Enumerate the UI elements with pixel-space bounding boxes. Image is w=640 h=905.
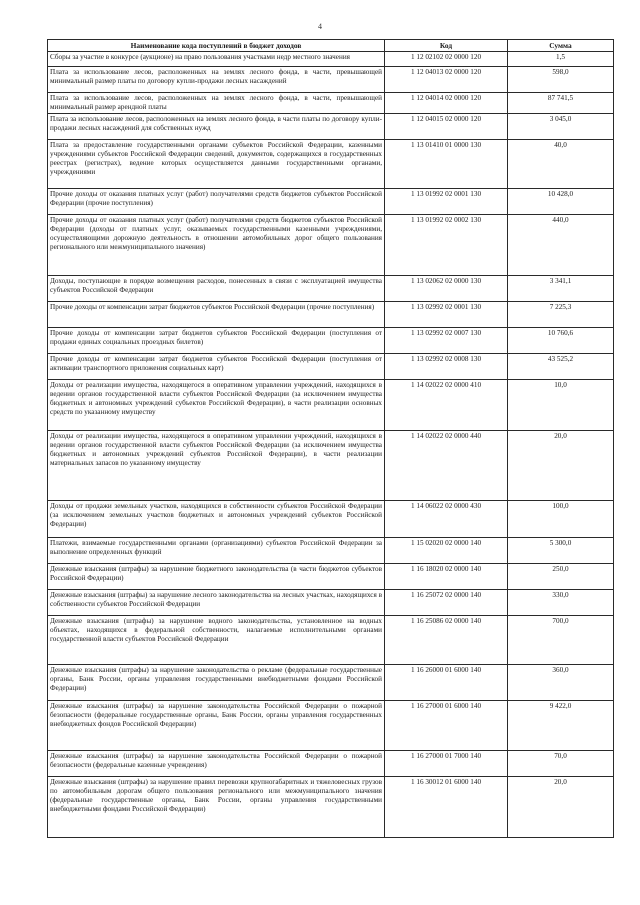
row-code-cell: 1 13 01992 02 0002 130	[385, 215, 508, 276]
table-row	[48, 140, 614, 189]
row-amount-cell: 10 760,6	[508, 328, 614, 354]
row-amount-cell: 10 428,0	[508, 189, 614, 215]
table-row	[48, 52, 614, 67]
table-row	[48, 67, 614, 93]
row-code-cell: 1 16 25086 02 0000 140	[385, 616, 508, 665]
row-amount-cell: 440,0	[508, 215, 614, 276]
table-row	[48, 302, 614, 328]
table-row	[48, 777, 614, 838]
row-code-cell: 1 14 06022 02 0000 430	[385, 501, 508, 538]
row-name-cell: Плата за предоставление государственными органами субъектов Российской Федерации, казенными учреждениями субъектов Российской Федерации сведений, документов, содержащихся в государственных реестрах (регистрах), ведение которых осуществляется данными государственными органами, учреждениями	[48, 140, 385, 189]
row-name-cell: Доходы от продажи земельных участков, находящихся в собственности субъектов Российской Федерации (за исключением земельных участков бюджетных и автономных учреждений субъектов Российской Федерации)	[48, 501, 385, 538]
row-amount-cell: 87 741,5	[508, 93, 614, 114]
row-name-cell: Сборы за участие в конкурсе (аукционе) на право пользования участками недр местного значения	[48, 52, 385, 67]
table-row	[48, 276, 614, 302]
row-code-cell: 1 13 02062 02 0000 130	[385, 276, 508, 302]
table-row	[48, 538, 614, 564]
table-row	[48, 616, 614, 665]
row-amount-cell: 700,0	[508, 616, 614, 665]
header-amount: Сумма	[508, 40, 614, 52]
row-name-cell: Платежи, взимаемые государственными органами (организациями) субъектов Российской Федерации за выполнение определенных функций	[48, 538, 385, 564]
row-code-cell: 1 14 02022 02 0000 440	[385, 431, 508, 501]
row-name-cell: Прочие доходы от оказания платных услуг (работ) получателями средств бюджетов субъектов Российской Федерации (доходы от платных услуг, оказываемых государственными казенными учреждениями, осуществляющими дорожную деятельность в отношении автомобильных дорог общего пользования регионального или межмуниципального значения)	[48, 215, 385, 276]
table-header-row	[48, 40, 614, 52]
row-code-cell: 1 13 01992 02 0001 130	[385, 189, 508, 215]
row-name-cell: Денежные взыскания (штрафы) за нарушение законодательства Российской Федерации о пожарной безопасности (федеральные государственные органы, Банк России, органы управления государственных внебюджетных фондов Российской Федерации)	[48, 701, 385, 751]
row-name-cell: Плата за использование лесов, расположенных на землях лесного фонда, в части платы по договору купли-продажи лесных насаждений для собственных нужд	[48, 114, 385, 140]
row-amount-cell: 3 045,0	[508, 114, 614, 140]
row-amount-cell: 40,0	[508, 140, 614, 189]
row-name-cell: Доходы, поступающие в порядке возмещения расходов, понесенных в связи с эксплуатацией имущества субъектов Российской Федерации	[48, 276, 385, 302]
row-name-cell: Плата за использование лесов, расположенных на землях лесного фонда, в части, превышающей минимальный размер арендной платы	[48, 93, 385, 114]
row-code-cell: 1 14 02022 02 0000 410	[385, 380, 508, 431]
row-code-cell: 1 16 30012 01 6000 140	[385, 777, 508, 838]
page-number: 4	[318, 22, 322, 31]
table-row	[48, 114, 614, 140]
header-name: Наименование кода поступлений в бюджет доходов	[48, 40, 385, 52]
table-row	[48, 380, 614, 431]
row-code-cell: 1 12 04015 02 0000 120	[385, 114, 508, 140]
row-amount-cell: 9 422,0	[508, 701, 614, 751]
row-code-cell: 1 13 02992 02 0007 130	[385, 328, 508, 354]
table-row	[48, 501, 614, 538]
row-name-cell: Денежные взыскания (штрафы) за нарушение законодательства Российской Федерации о пожарной безопасности (федеральные казенные учреждения)	[48, 751, 385, 777]
table-row	[48, 665, 614, 701]
row-name-cell: Доходы от реализации имущества, находящегося в оперативном управлении учреждений, находящихся в ведении органов государственной власти субъектов Российской Федерации (за исключением имущества бюджетных и автономных учреждений субъектов Российской Федерации), в части реализации основных средств по указанному имуществу	[48, 380, 385, 431]
row-amount-cell: 1,5	[508, 52, 614, 67]
row-amount-cell: 598,0	[508, 67, 614, 93]
row-code-cell: 1 13 02992 02 0001 130	[385, 302, 508, 328]
table-row	[48, 564, 614, 590]
row-code-cell: 1 13 02992 02 0008 130	[385, 354, 508, 380]
table-row	[48, 431, 614, 501]
row-code-cell: 1 16 18020 02 0000 140	[385, 564, 508, 590]
row-amount-cell: 20,0	[508, 777, 614, 838]
row-name-cell: Денежные взыскания (штрафы) за нарушение водного законодательства, установленное на водных объектах, находящихся в федеральной собственности, налагаемые исполнительными органами государственной власти субъектов Российской Федерации	[48, 616, 385, 665]
row-code-cell: 1 12 04013 02 0000 120	[385, 67, 508, 93]
row-name-cell: Денежные взыскания (штрафы) за нарушение законодательства о рекламе (федеральные государственные органы, Банк России, органы управления государственными внебюджетными фондами Российской Федерации)	[48, 665, 385, 701]
row-code-cell: 1 12 02102 02 0000 120	[385, 52, 508, 67]
row-name-cell: Прочие доходы от компенсации затрат бюджетов субъектов Российской Федерации (поступления от продажи единых социальных проездных билетов)	[48, 328, 385, 354]
row-amount-cell: 20,0	[508, 431, 614, 501]
row-amount-cell: 360,0	[508, 665, 614, 701]
row-code-cell: 1 16 27000 01 7000 140	[385, 751, 508, 777]
row-amount-cell: 10,0	[508, 380, 614, 431]
row-amount-cell: 43 525,2	[508, 354, 614, 380]
row-name-cell: Доходы от реализации имущества, находящегося в оперативном управлении учреждений, находящихся в ведении органов государственной власти субъектов Российской Федерации (за исключением имущества бюджетных и автономных учреждений субъектов Российской Федерации), в части реализации материальных запасов по указанному имуществу	[48, 431, 385, 501]
row-name-cell: Прочие доходы от оказания платных услуг (работ) получателями средств бюджетов субъектов Российской Федерации (прочие поступления)	[48, 189, 385, 215]
table-row	[48, 189, 614, 215]
row-code-cell: 1 13 01410 01 0000 130	[385, 140, 508, 189]
table-row	[48, 93, 614, 114]
header-code: Код	[385, 40, 508, 52]
row-code-cell: 1 16 26000 01 6000 140	[385, 665, 508, 701]
table-row	[48, 354, 614, 380]
row-code-cell: 1 12 04014 02 0000 120	[385, 93, 508, 114]
revenue-table	[47, 39, 614, 838]
table-row	[48, 328, 614, 354]
row-name-cell: Плата за использование лесов, расположенных на землях лесного фонда, в части, превышающей минимальный размер платы по договору купли-продажи лесных насаждений	[48, 67, 385, 93]
row-name-cell: Денежные взыскания (штрафы) за нарушение правил перевозки крупногабаритных и тяжеловесных грузов по автомобильным дорогам общего пользования регионального или межмуниципального значения (федеральные государственные органы, Банк России, органы управления государственными внебюджетными фондами Российской Федерации)	[48, 777, 385, 838]
table-body	[48, 52, 614, 838]
row-code-cell: 1 16 27000 01 6000 140	[385, 701, 508, 751]
table-row	[48, 215, 614, 276]
row-name-cell: Денежные взыскания (штрафы) за нарушение бюджетного законодательства (в части бюджетов субъектов Российской Федерации)	[48, 564, 385, 590]
row-amount-cell: 100,0	[508, 501, 614, 538]
row-name-cell: Прочие доходы от компенсации затрат бюджетов субъектов Российской Федерации (поступления от активации транспортного приложения социальных карт)	[48, 354, 385, 380]
row-code-cell: 1 15 02020 02 0000 140	[385, 538, 508, 564]
row-amount-cell: 70,0	[508, 751, 614, 777]
row-amount-cell: 3 341,1	[508, 276, 614, 302]
row-name-cell: Денежные взыскания (штрафы) за нарушение лесного законодательства на лесных участках, находящихся в собственности субъектов Российской Федерации	[48, 590, 385, 616]
table-row	[48, 701, 614, 751]
row-code-cell: 1 16 25072 02 0000 140	[385, 590, 508, 616]
table-row	[48, 590, 614, 616]
row-name-cell: Прочие доходы от компенсации затрат бюджетов субъектов Российской Федерации (прочие поступления)	[48, 302, 385, 328]
row-amount-cell: 7 225,3	[508, 302, 614, 328]
row-amount-cell: 330,0	[508, 590, 614, 616]
row-amount-cell: 250,0	[508, 564, 614, 590]
row-amount-cell: 5 300,0	[508, 538, 614, 564]
table-row	[48, 751, 614, 777]
